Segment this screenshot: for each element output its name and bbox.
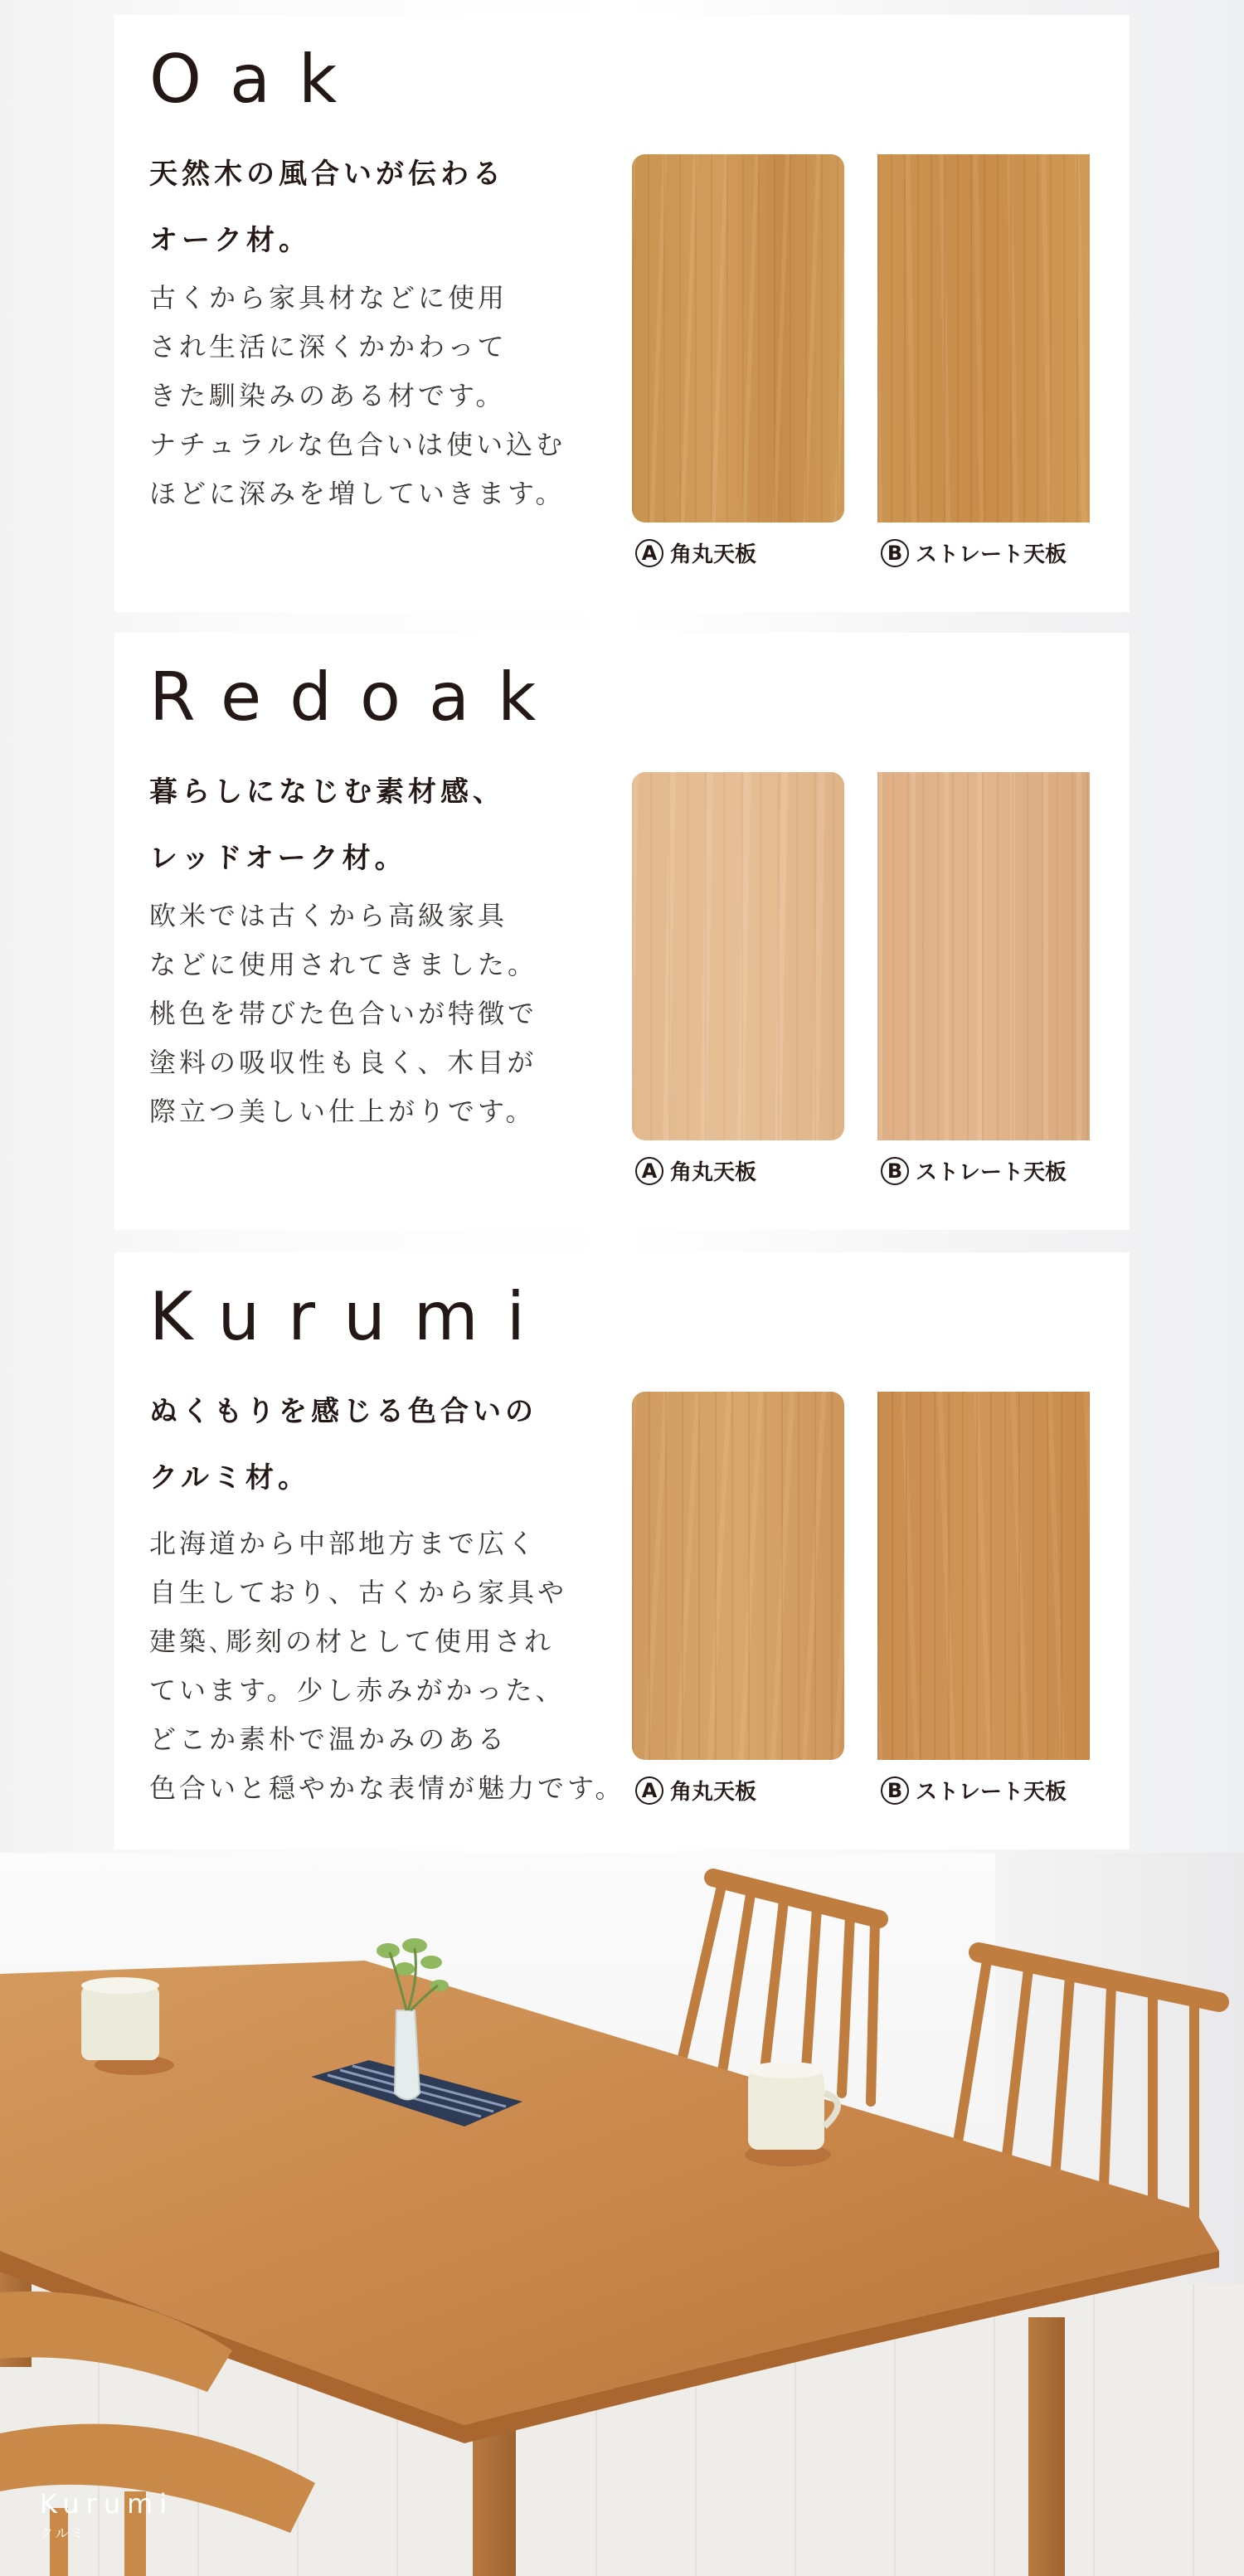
- section-headline: [149, 759, 647, 892]
- section-headline: [149, 141, 647, 274]
- section-headline: [149, 1378, 647, 1511]
- description-line: 自生しており、古くから家具や: [149, 1577, 568, 1608]
- description-line: 北海道から中部地方まで広く: [149, 1528, 538, 1559]
- option-a-text: 角丸天板: [670, 542, 757, 567]
- description-line: 際立つ美しい仕上がりです。: [149, 1096, 536, 1127]
- dining-scene-illustration: [0, 1853, 1244, 2576]
- rounded-top-sample: [632, 154, 844, 522]
- wood-card-oak: [114, 15, 1130, 612]
- option-a-badge: A: [635, 539, 663, 567]
- wood-card-kurumi: [114, 1252, 1130, 1849]
- rounded-top-sample: [632, 772, 844, 1140]
- headline-line: 天然木の風合いが伝わる: [149, 158, 505, 191]
- option-b-badge: B: [881, 1776, 909, 1805]
- option-b-text: ストレート天板: [916, 1160, 1067, 1185]
- option-a-text: 角丸天板: [670, 1780, 757, 1805]
- description-line: 色合いと穏やかな表情が魅力です。: [149, 1772, 625, 1804]
- description-line: 古くから家具材などに使用: [149, 282, 508, 313]
- rounded-top-sample: [632, 1392, 844, 1760]
- option-a-label: [635, 1775, 756, 1806]
- description-line: ほどに深みを増していきます。: [149, 478, 566, 509]
- option-a-text: 角丸天板: [670, 1160, 757, 1185]
- option-b-text: ストレート天板: [916, 1780, 1067, 1805]
- option-a-label: [635, 1155, 756, 1186]
- description-line: され生活に深くかかわって: [149, 331, 508, 362]
- headline-line: オーク材。: [149, 224, 311, 257]
- description-line: 欧米では古くから高級家具: [149, 900, 508, 931]
- description-line: 塗料の吸収性も良く、木目が: [149, 1047, 537, 1078]
- dining-table-photo: [0, 1853, 1244, 2576]
- photo-caption: [40, 2488, 173, 2542]
- caption-title: Kurumi: [40, 2488, 174, 2520]
- section-description: [149, 1519, 625, 1813]
- headline-line: 暮らしになじむ素材感、: [149, 775, 505, 809]
- option-b-text: ストレート天板: [916, 542, 1067, 567]
- option-b-label: [881, 1775, 1067, 1806]
- option-b-badge: B: [881, 1157, 909, 1185]
- wood-card-redoak: [114, 633, 1130, 1230]
- section-description: [149, 892, 614, 1136]
- description-line: 桃色を帯びた色合いが特徴で: [149, 998, 538, 1029]
- straight-top-sample: [877, 772, 1090, 1140]
- section-description: [149, 274, 614, 518]
- straight-top-sample: [877, 154, 1090, 522]
- section-title: Redoak: [149, 659, 565, 736]
- option-a-badge: A: [635, 1776, 663, 1805]
- straight-top-sample: [877, 1392, 1090, 1760]
- caption-subtitle: クルミ: [40, 2525, 87, 2542]
- option-b-label: [881, 1155, 1067, 1186]
- option-b-label: [881, 537, 1067, 568]
- headline-line: レッドオーク材。: [149, 842, 407, 875]
- description-line: きた馴染みのある材です。: [149, 380, 506, 411]
- section-title: Kurumi: [149, 1278, 553, 1355]
- headline-line: ぬくもりを感じる色合いの: [149, 1395, 537, 1428]
- cup-right: [745, 2062, 838, 2166]
- option-a-label: [635, 537, 756, 568]
- description-line: ナチュラルな色合いは使い込む: [149, 429, 566, 460]
- description-line: 建築､彫刻の材として使用され: [149, 1626, 555, 1657]
- description-line: などに使用されてきました。: [149, 949, 538, 980]
- description-line: ています。少し赤みがかった、: [149, 1674, 566, 1706]
- table-leg-right: [1028, 2317, 1065, 2576]
- option-a-badge: A: [635, 1157, 663, 1185]
- option-b-badge: B: [881, 539, 909, 567]
- section-title: Oak: [149, 41, 366, 118]
- glass-vase: [395, 2010, 420, 2100]
- description-line: どこか素朴で温かみのある: [149, 1723, 508, 1755]
- headline-line: クルミ材。: [149, 1461, 310, 1495]
